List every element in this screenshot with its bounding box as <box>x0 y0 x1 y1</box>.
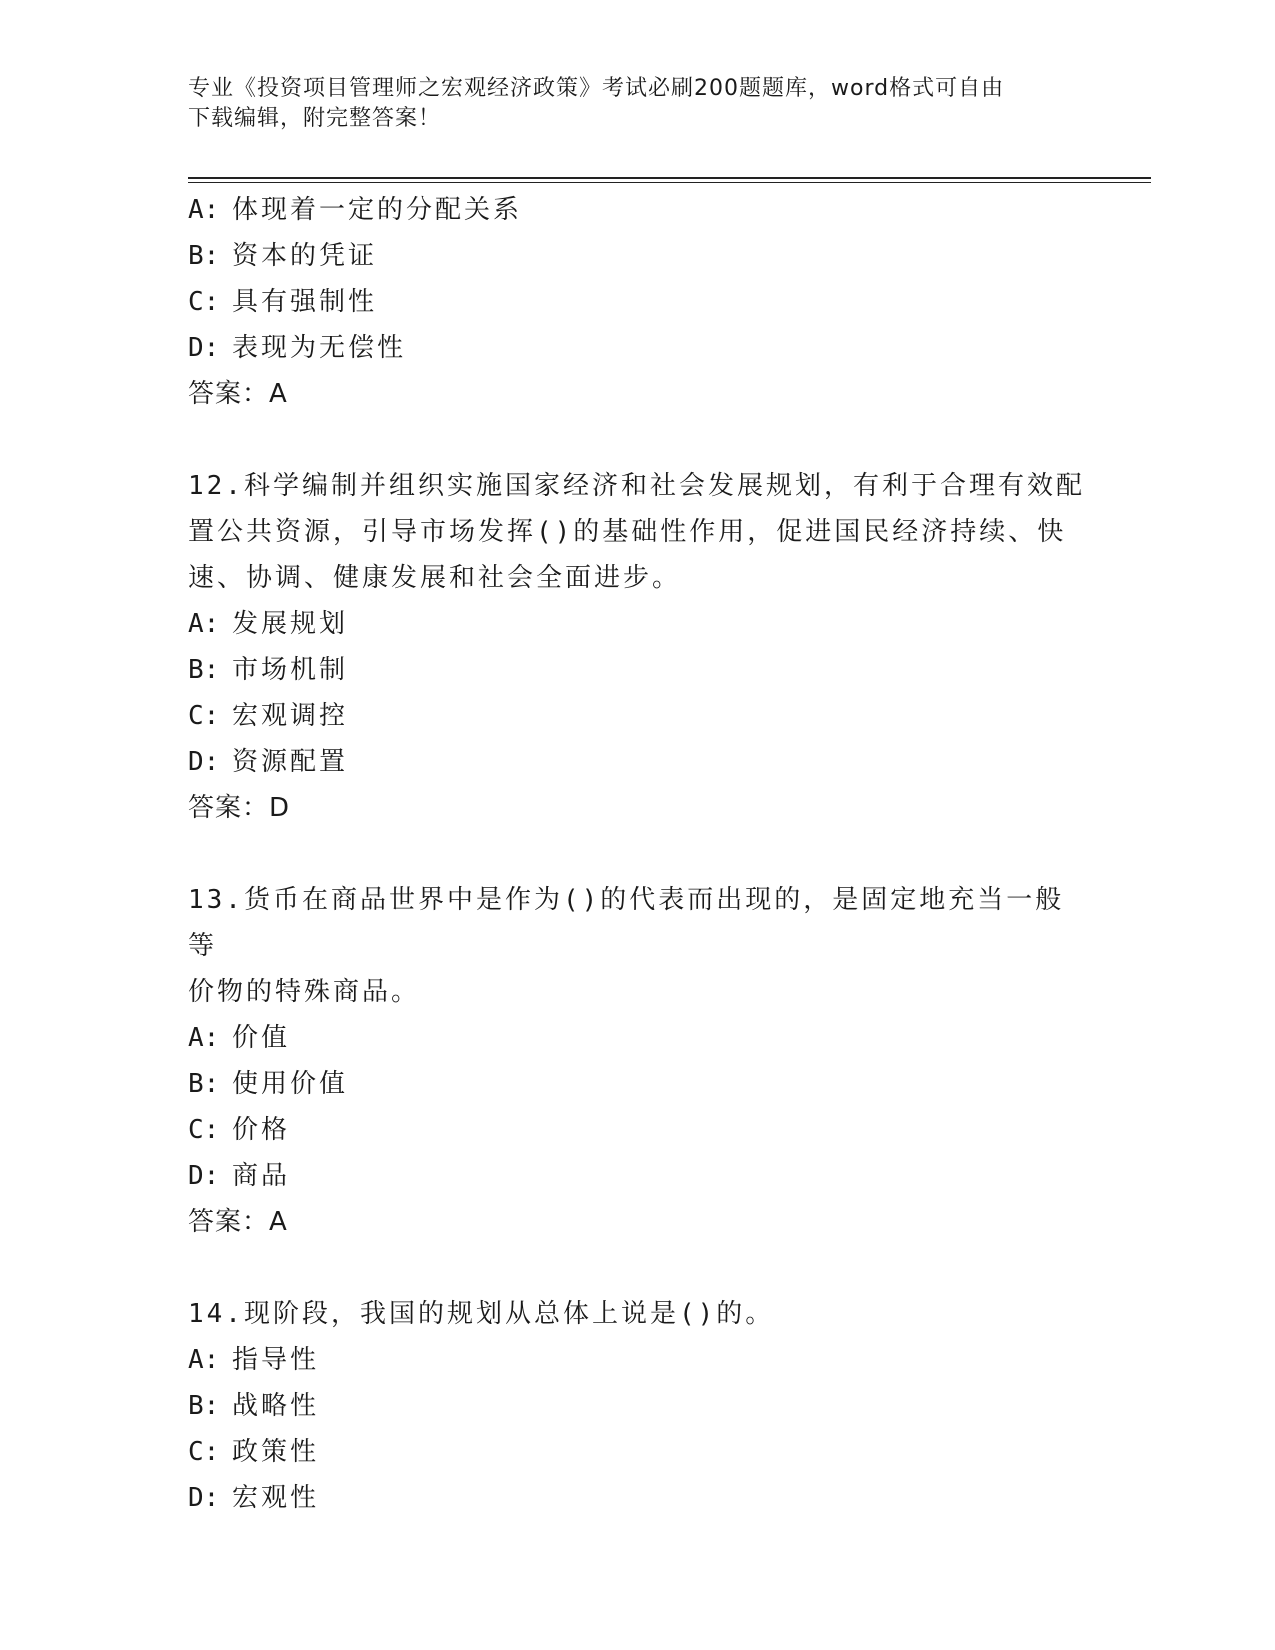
document-header <box>188 74 1068 134</box>
option-c <box>188 693 1088 739</box>
option-c <box>188 279 1088 325</box>
header-line-2: 下载编辑，附完整答案！ <box>188 106 442 131</box>
option-b <box>188 647 1088 693</box>
option-key: C: <box>188 1115 220 1145</box>
option-key: D: <box>188 1161 220 1191</box>
option-key: B: <box>188 241 220 271</box>
option-b <box>188 233 1088 279</box>
option-d <box>188 739 1088 785</box>
question-12 <box>188 463 1088 831</box>
option-text: 市场机制 <box>232 655 349 685</box>
question-content <box>188 187 1088 1521</box>
option-text: 价格 <box>232 1115 291 1145</box>
option-key: B: <box>188 655 220 685</box>
question-stem-line: 14.现阶段，我国的规划从总体上说是()的。 <box>188 1299 775 1329</box>
option-text: 资源配置 <box>232 747 349 777</box>
option-text: 指导性 <box>232 1345 320 1375</box>
option-key: A: <box>188 195 220 225</box>
answer-line: 答案：A <box>188 379 288 409</box>
option-text: 政策性 <box>232 1437 320 1467</box>
option-key: C: <box>188 287 220 317</box>
question-11-continuation <box>188 187 1088 417</box>
option-c <box>188 1429 1088 1475</box>
question-14 <box>188 1291 1088 1521</box>
option-key: B: <box>188 1391 220 1421</box>
option-key: A: <box>188 609 220 639</box>
question-stem-line: 速、协调、健康发展和社会全面进步。 <box>188 563 682 593</box>
option-text: 宏观性 <box>232 1483 320 1513</box>
question-stem-line: 12.科学编制并组织实施国家经济和社会发展规划，有利于合理有效配 <box>188 471 1085 501</box>
option-a <box>188 1337 1088 1383</box>
option-a <box>188 1015 1088 1061</box>
answer-line: 答案：D <box>188 793 291 823</box>
option-key: C: <box>188 701 220 731</box>
answer-line: 答案：A <box>188 1207 288 1237</box>
option-text: 战略性 <box>232 1391 320 1421</box>
option-d <box>188 1153 1088 1199</box>
option-text: 宏观调控 <box>232 701 349 731</box>
option-key: D: <box>188 1483 220 1513</box>
option-key: A: <box>188 1023 220 1053</box>
question-stem-line: 13.货币在商品世界中是作为()的代表而出现的，是固定地充当一般等 <box>188 885 1065 961</box>
question-13 <box>188 877 1088 1245</box>
option-a <box>188 601 1088 647</box>
option-d <box>188 1475 1088 1521</box>
option-text: 具有强制性 <box>232 287 378 317</box>
question-stem-line: 价物的特殊商品。 <box>188 977 421 1007</box>
option-text: 商品 <box>232 1161 291 1191</box>
option-key: D: <box>188 333 220 363</box>
option-text: 体现着一定的分配关系 <box>232 195 523 225</box>
option-b <box>188 1061 1088 1107</box>
option-text: 发展规划 <box>232 609 349 639</box>
option-text: 使用价值 <box>232 1069 349 1099</box>
option-key: C: <box>188 1437 220 1467</box>
option-text: 资本的凭证 <box>232 241 378 271</box>
option-c <box>188 1107 1088 1153</box>
option-key: D: <box>188 747 220 777</box>
option-text: 表现为无偿性 <box>232 333 407 363</box>
option-key: A: <box>188 1345 220 1375</box>
option-text: 价值 <box>232 1023 291 1053</box>
header-rule-thick <box>188 177 1151 179</box>
header-rule-thin <box>188 182 1151 183</box>
question-stem-line: 置公共资源，引导市场发挥()的基础性作用，促进国民经济持续、快 <box>188 517 1067 547</box>
option-d <box>188 325 1088 371</box>
option-a <box>188 187 1088 233</box>
option-key: B: <box>188 1069 220 1099</box>
option-b <box>188 1383 1088 1429</box>
header-line-1: 专业《投资项目管理师之宏观经济政策》考试必刷200题题库，word格式可自由 <box>188 76 1005 101</box>
